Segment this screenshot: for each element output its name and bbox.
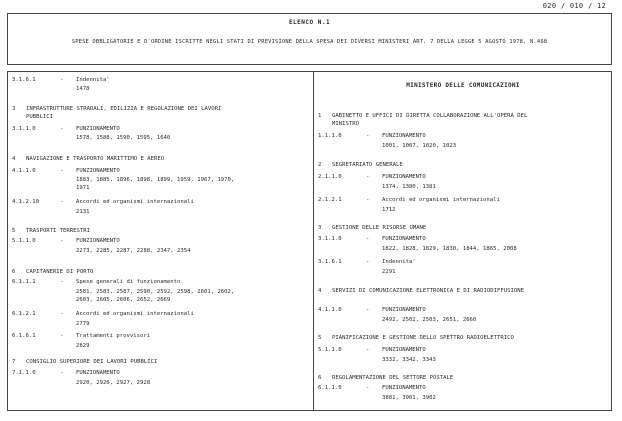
section-number: 3 [318,225,322,231]
entry-description: Indennita' [76,77,110,83]
entry-description: FUNZIONAMENTO [76,238,120,244]
section-title: TRASPORTI TERRESTRI [26,228,90,234]
entry-description: Spese generali di funzionamento [76,279,181,285]
entry-dash: - [366,133,370,139]
section-title: PIANIFICAZIONE E GESTIONE DELLO SPETTRO RADIOELETTRICO [332,335,514,341]
entry-numbers: 1374, 1380, 1381 [382,184,436,190]
entry-code: 4.1.1.0 [12,168,36,174]
entry-code: 6.1.2.1 [12,311,36,317]
entry-description: FUNZIONAMENTO [382,236,426,242]
entry-numbers: 2273, 2285, 2287, 2288, 2347, 2354 [76,248,191,254]
column-divider [313,72,314,410]
entry-numbers: 2581, 2583, 2587, 2590, 2592, 2598, 2601, 2602, [76,289,235,295]
entry-dash: - [366,347,370,353]
entry-dash: - [366,307,370,313]
section-title: NAVIGAZIONE E TRASPORTO MARITTIMO E AEREO [26,156,165,162]
main-table [7,71,612,411]
entry-dash: - [366,385,370,391]
section-title: INFRASTRUTTURE STRADALI, EDILIZIA E REGOLAZIONE DEI LAVORI [26,106,222,112]
section-number: 3 [12,106,16,112]
entry-dash: - [60,279,64,285]
section-number: 7 [12,359,16,365]
entry-description: FUNZIONAMENTO [76,168,120,174]
entry-dash: - [60,77,64,83]
entry-description: FUNZIONAMENTO [76,126,120,132]
ministry-title: MINISTERO DELLE COMUNICAZIONI [406,82,520,89]
entry-description: Indennita' [382,259,416,265]
section-title: SERVIZI DI COMUNICAZIONE ELETTRONICA E DI RADIODIFFUSIONE [332,288,524,294]
section-number: 4 [12,156,16,162]
entry-dash: - [60,370,64,376]
entry-dash: - [366,197,370,203]
entry-code: 3.1.6.1 [318,259,342,265]
section-number: 1 [318,113,322,119]
header-box [7,13,612,65]
entry-numbers: 2829 [76,343,90,349]
entry-code: 6.1.1.1 [12,279,36,285]
entry-numbers: 1712 [382,207,396,213]
entry-numbers: 1822, 1828, 1829, 1830, 1844, 1865, 2008 [382,246,517,252]
entry-description: FUNZIONAMENTO [382,307,426,313]
section-number: 5 [318,335,322,341]
entry-dash: - [366,259,370,265]
entry-numbers: 1883, 1885, 1896, 1898, 1899, 1959, 1967, 1970, [76,177,235,183]
entry-numbers: 2291 [382,269,396,275]
entry-description: FUNZIONAMENTO [382,347,426,353]
entry-numbers-continued: 1971 [76,185,90,191]
entry-code: 2.1.1.0 [318,174,342,180]
entry-code: 1.1.1.0 [318,133,342,139]
entry-code: 7.1.1.0 [12,370,36,376]
entry-code: 5.1.1.0 [12,238,36,244]
entry-description: FUNZIONAMENTO [382,174,426,180]
entry-code: 6.1.1.0 [318,385,342,391]
section-title: SEGRETARIATO GENERALE [332,162,403,168]
entry-code: 5.1.1.0 [318,347,342,353]
entry-code: 3.1.6.1 [12,77,36,83]
section-number: 5 [12,228,16,234]
entry-numbers: 2492, 2502, 2503, 2651, 2660 [382,317,477,323]
entry-dash: - [60,126,64,132]
entry-numbers: 1578, 1588, 1590, 1595, 1640 [76,135,171,141]
entry-numbers: 1001, 1007, 1020, 1023 [382,143,457,149]
entry-dash: - [60,333,64,339]
entry-dash: - [60,311,64,317]
entry-numbers: 2131 [76,209,90,215]
section-title: GESTIONE DELLE RISORSE UMANE [332,225,427,231]
entry-dash: - [366,174,370,180]
entry-dash: - [60,199,64,205]
entry-description: FUNZIONAMENTO [382,385,426,391]
section-title-continued: MINISTRO [332,121,359,127]
entry-numbers: 2920, 2926, 2927, 2928 [76,380,151,386]
entry-description: Accordi ed organismi internazionali [382,197,500,203]
section-title: CAPITANERIE DI PORTO [26,269,94,275]
entry-numbers: 1478 [76,86,90,92]
entry-description: FUNZIONAMENTO [76,370,120,376]
entry-numbers-continued: 2603, 2605, 2606, 2652, 2669 [76,297,171,303]
entry-code: 3.1.1.0 [318,236,342,242]
entry-description: Trattamenti provvisori [76,333,151,339]
section-number: 4 [318,288,322,294]
page-identifier: 020 / 010 / 12 [542,2,606,10]
entry-numbers: 2779 [76,321,90,327]
entry-code: 2.1.2.1 [318,197,342,203]
entry-code: 6.1.6.1 [12,333,36,339]
section-title: CONSIGLIO SUPERIORE DEI LAVORI PUBBLICI [26,359,158,365]
entry-code: 4.1.2.10 [12,199,39,205]
entry-numbers: 3881, 3901, 3902 [382,395,436,401]
entry-dash: - [60,238,64,244]
entry-dash: - [366,236,370,242]
section-number: 2 [318,162,322,168]
entry-description: Accordi ed organismi internazionali [76,199,194,205]
entry-numbers: 3332, 3342, 3343 [382,357,436,363]
list-title: ELENCO N.1 [288,19,331,26]
entry-code: 4.1.1.0 [318,307,342,313]
entry-code: 3.1.1.0 [12,126,36,132]
entry-description: FUNZIONAMENTO [382,133,426,139]
section-title-continued: PUBBLICI [26,114,53,120]
section-number: 6 [318,375,322,381]
section-title: GABINETTO E UFFICI DI DIRETTA COLLABORAZIONE ALL'OPERA DEL [332,113,528,119]
entry-dash: - [60,168,64,174]
section-title: REGOLAMENTAZIONE DEL SETTORE POSTALE [332,375,454,381]
entry-description: Accordi ed organismi internazionali [76,311,194,317]
list-subtitle: SPESE OBBLIGATORIE E D'ORDINE ISCRITTE NEGLI STATI DI PREVISIONE DELLA SPESA DEI DIVERSI MINISTERI ART. 7 DELLA LEGGE 5 AGOSTO 1978, N.468 [71,39,548,45]
section-number: 6 [12,269,16,275]
